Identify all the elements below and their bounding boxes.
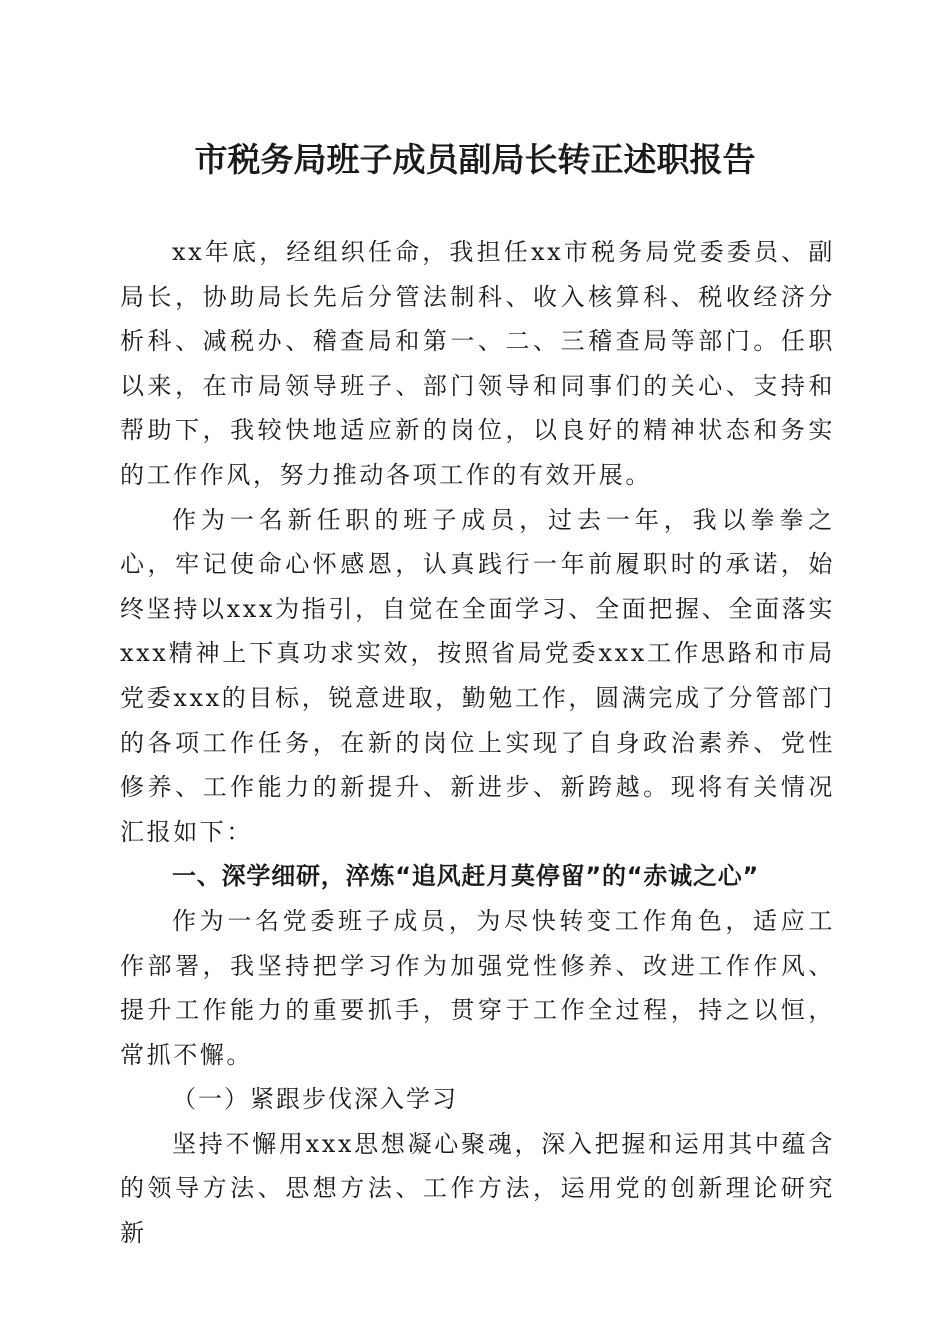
- paragraph-overview: 作为一名新任职的班子成员，过去一年，我以拳拳之心，牢记使命心怀感恩，认真践行一年前履职时的承诺，始终坚持以xxx为指引，自觉在全面学习、全面把握、全面落实xxx精神上下真功求实效，按照省局党委xxx工作思路和市局党委xxx的目标，锐意进取，勤勉工作，圆满完成了分管部门的各项工作任务，在新的岗位上实现了自身政治素养、党性修养、工作能力的新提升、新进步、新跨越。现将有关情况汇报如下：: [120, 505, 835, 846]
- subsection-heading-1: （一）紧跟步伐深入学习: [172, 1085, 458, 1114]
- section-heading-1: 一、深学细研，淬炼“追风赶月莫停留”的“赤诚之心”: [172, 862, 760, 891]
- paragraph-subsection-1: 坚持不懈用xxx思想凝心聚魂，深入把握和运用其中蕴含的领导方法、思想方法、工作方法，运用党的创新理论研究新: [120, 1129, 835, 1248]
- paragraph-section-1: 作为一名党委班子成员，为尽快转变工作角色，适应工作部署，我坚持把学习作为加强党性修养、改进工作作风、提升工作能力的重要抓手，贯穿于工作全过程，持之以恒，常抓不懈。: [120, 906, 835, 1069]
- document-body: [120, 230, 835, 1256]
- paragraph-intro: xx年底，经组织任命，我担任xx市税务局党委委员、副局长，协助局长先后分管法制科、收入核算科、税收经济分析科、减税办、稽查局和第一、二、三稽查局等部门。任职以来，在市局领导班子、部门领导和同事们的关心、支持和帮助下，我较快地适应新的岗位，以良好的精神状态和务实的工作作风，努力推动各项工作的有效开展。: [120, 238, 835, 489]
- document-title: 市税务局班子成员副局长转正述职报告: [194, 140, 756, 179]
